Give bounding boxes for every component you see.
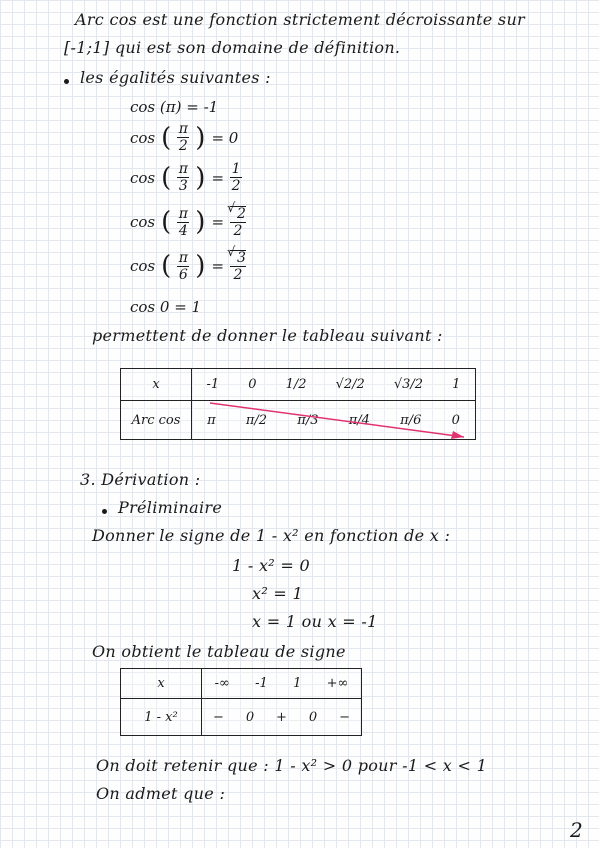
arccos-table bbox=[120, 368, 476, 440]
intro-line-2: [-1;1] qui est son domaine de définition. bbox=[64, 38, 401, 57]
t1-arccos-val: 0 bbox=[451, 412, 460, 428]
t1-x-val: √3/2 bbox=[393, 377, 424, 392]
eq-cos-0: cos 0 = 1 bbox=[130, 298, 202, 316]
page-number: 2 bbox=[570, 818, 583, 842]
bullet-dot bbox=[102, 509, 107, 514]
table1-x-label: x bbox=[121, 369, 192, 401]
t2-sign: + bbox=[276, 709, 287, 725]
bullet-dot bbox=[64, 79, 69, 84]
t1-arccos-val: π/6 bbox=[400, 412, 422, 428]
sign-table bbox=[120, 668, 362, 736]
intro-line-1: Arc cos est une fonction strictement décroissante sur bbox=[75, 10, 526, 29]
eq-cos-pi: cos (π) = -1 bbox=[130, 98, 219, 116]
preliminaire-label: Préliminaire bbox=[118, 498, 223, 517]
eq-cos-pi-6: cos ( $\frac{\pi}{6}$ ) = √ $\frac{3}{2}$ bbox=[130, 250, 246, 282]
t1-x-val: -1 bbox=[206, 377, 220, 392]
t2-x-val: 1 bbox=[293, 676, 302, 691]
t1-arccos-val: π/3 bbox=[297, 412, 319, 428]
bullet-equalities: les égalités suivantes : bbox=[80, 68, 271, 87]
t1-x-val: √2/2 bbox=[335, 377, 365, 392]
step-3: x = 1 ou x = -1 bbox=[252, 612, 378, 631]
retenir-line: On doit retenir que : 1 - x² > 0 pour -1 < x < 1 bbox=[96, 756, 488, 775]
t1-x-val: 0 bbox=[248, 377, 257, 392]
t1-arccos-val: π/2 bbox=[245, 412, 268, 428]
t2-x-val: +∞ bbox=[326, 676, 349, 691]
t2-x-val: -1 bbox=[255, 676, 268, 691]
t1-arccos-val: π bbox=[207, 412, 216, 428]
eq-cos-pi-2: cos ( $\frac{\pi}{2}$ ) = 0 bbox=[130, 121, 239, 154]
obtient-line: On obtient le tableau de signe bbox=[92, 642, 346, 661]
permettent-line: permettent de donner le tableau suivant : bbox=[92, 326, 443, 345]
table2-x-label: x bbox=[121, 669, 202, 699]
t1-arccos-val: π/4 bbox=[348, 412, 370, 428]
eq-cos-pi-3: cos ( $\frac{\pi}{3}$ ) = $\frac{1}{2}$ bbox=[130, 161, 241, 194]
step-1: 1 - x² = 0 bbox=[232, 556, 310, 575]
t2-sign: − bbox=[212, 709, 224, 725]
t1-x-val: 1 bbox=[452, 377, 461, 392]
t1-x-val: 1/2 bbox=[285, 377, 307, 392]
decreasing-arrow-icon bbox=[192, 401, 478, 441]
admet-line: On admet que : bbox=[96, 784, 226, 803]
eq-cos-pi-4: cos ( $\frac{\pi}{4}$ ) = √ $\frac{2}{2}$ bbox=[130, 206, 246, 238]
t2-x-val: -∞ bbox=[214, 676, 230, 691]
section-3-title: 3. Dérivation : bbox=[80, 470, 201, 489]
table2-expr-label: 1 - x² bbox=[121, 699, 202, 736]
t2-sign: − bbox=[339, 709, 350, 725]
donner-line: Donner le signe de 1 - x² en fonction de x : bbox=[92, 526, 451, 545]
t2-sign: 0 bbox=[245, 709, 255, 725]
table1-arccos-label: Arc cos bbox=[121, 401, 192, 440]
t2-sign: 0 bbox=[308, 709, 318, 725]
step-2: x² = 1 bbox=[252, 584, 303, 603]
